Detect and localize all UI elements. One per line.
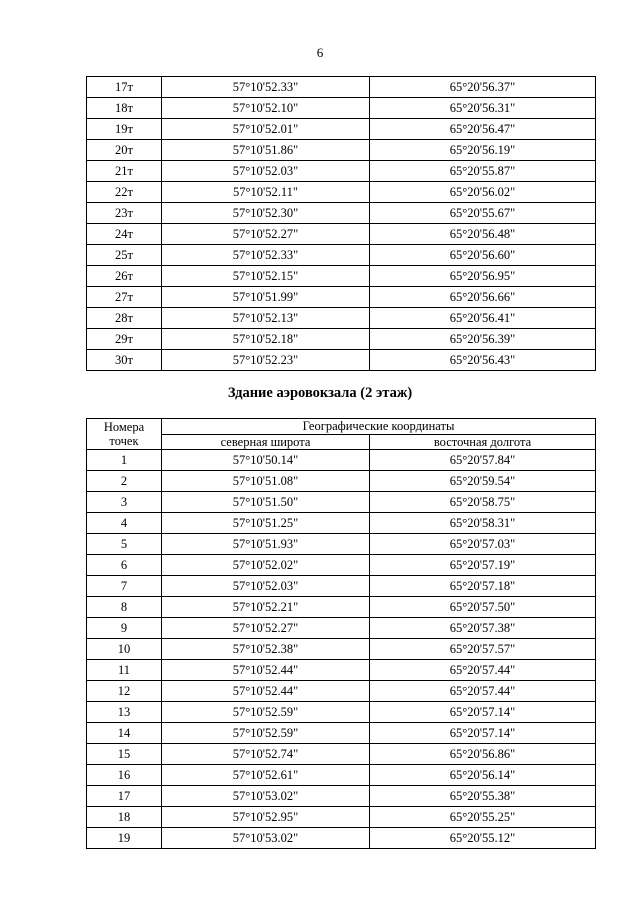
point-number-cell: 19	[87, 828, 162, 849]
table-row	[87, 786, 596, 807]
point-number-cell: 22т	[87, 182, 162, 203]
table-row	[87, 828, 596, 849]
table-row	[87, 308, 596, 329]
point-number-cell: 14	[87, 723, 162, 744]
latitude-cell: 57°10'52.44"	[162, 681, 370, 702]
point-number-cell: 28т	[87, 308, 162, 329]
latitude-cell: 57°10'52.59"	[162, 702, 370, 723]
latitude-cell: 57°10'52.11"	[162, 182, 370, 203]
latitude-cell: 57°10'51.99"	[162, 287, 370, 308]
table-row	[87, 329, 596, 350]
latitude-cell: 57°10'53.02"	[162, 828, 370, 849]
longitude-cell: 65°20'57.57"	[370, 639, 596, 660]
point-number-cell: 20т	[87, 140, 162, 161]
table-row	[87, 765, 596, 786]
latitude-cell: 57°10'52.27"	[162, 224, 370, 245]
latitude-cell: 57°10'51.93"	[162, 534, 370, 555]
longitude-cell: 65°20'56.48"	[370, 224, 596, 245]
point-number-cell: 4	[87, 513, 162, 534]
header-point-number-line1: Номера	[103, 420, 145, 434]
longitude-cell: 65°20'56.02"	[370, 182, 596, 203]
point-number-cell: 15	[87, 744, 162, 765]
longitude-cell: 65°20'56.47"	[370, 119, 596, 140]
latitude-cell: 57°10'52.59"	[162, 723, 370, 744]
table-row	[87, 744, 596, 765]
table-row	[87, 77, 596, 98]
table-row	[87, 287, 596, 308]
point-number-cell: 17т	[87, 77, 162, 98]
point-number-cell: 27т	[87, 287, 162, 308]
latitude-cell: 57°10'52.10"	[162, 98, 370, 119]
table-row	[87, 723, 596, 744]
longitude-cell: 65°20'55.25"	[370, 807, 596, 828]
table-row	[87, 266, 596, 287]
latitude-cell: 57°10'52.03"	[162, 161, 370, 182]
point-number-cell: 6	[87, 555, 162, 576]
point-number-cell: 17	[87, 786, 162, 807]
latitude-cell: 57°10'52.95"	[162, 807, 370, 828]
table-row	[87, 245, 596, 266]
header-point-number-line2: точек	[109, 434, 139, 448]
longitude-cell: 65°20'57.19"	[370, 555, 596, 576]
latitude-cell: 57°10'52.44"	[162, 660, 370, 681]
table-header	[87, 419, 596, 450]
longitude-cell: 65°20'56.41"	[370, 308, 596, 329]
latitude-cell: 57°10'52.23"	[162, 350, 370, 371]
point-number-cell: 8	[87, 597, 162, 618]
longitude-cell: 65°20'55.87"	[370, 161, 596, 182]
longitude-cell: 65°20'58.31"	[370, 513, 596, 534]
table-row	[87, 597, 596, 618]
header-longitude: восточная долгота	[370, 434, 596, 450]
table-row	[87, 203, 596, 224]
terminal-coordinates-table	[86, 418, 596, 849]
latitude-cell: 57°10'51.08"	[162, 471, 370, 492]
longitude-cell: 65°20'57.03"	[370, 534, 596, 555]
point-number-cell: 12	[87, 681, 162, 702]
page-number: 6	[316, 45, 324, 60]
latitude-cell: 57°10'52.02"	[162, 555, 370, 576]
point-number-cell: 9	[87, 618, 162, 639]
table-row	[87, 681, 596, 702]
longitude-cell: 65°20'56.39"	[370, 329, 596, 350]
longitude-cell: 65°20'57.14"	[370, 723, 596, 744]
table-row	[87, 660, 596, 681]
table-row	[87, 618, 596, 639]
point-number-cell: 2	[87, 471, 162, 492]
table-row	[87, 576, 596, 597]
longitude-cell: 65°20'56.19"	[370, 140, 596, 161]
table-body	[87, 77, 596, 371]
longitude-cell: 65°20'57.44"	[370, 681, 596, 702]
header-latitude: северная широта	[162, 434, 370, 450]
longitude-cell: 65°20'55.67"	[370, 203, 596, 224]
point-number-cell: 7	[87, 576, 162, 597]
longitude-cell: 65°20'59.54"	[370, 471, 596, 492]
longitude-cell: 65°20'56.66"	[370, 287, 596, 308]
point-number-cell: 23т	[87, 203, 162, 224]
point-number-cell: 24т	[87, 224, 162, 245]
table-row	[87, 513, 596, 534]
header-geo-coordinates: Географические координаты	[162, 419, 596, 435]
point-number-cell: 1	[87, 450, 162, 471]
point-number-cell: 11	[87, 660, 162, 681]
latitude-cell: 57°10'51.25"	[162, 513, 370, 534]
longitude-cell: 65°20'56.43"	[370, 350, 596, 371]
table-row	[87, 807, 596, 828]
latitude-cell: 57°10'52.03"	[162, 576, 370, 597]
point-number-cell: 16	[87, 765, 162, 786]
longitude-cell: 65°20'57.38"	[370, 618, 596, 639]
latitude-cell: 57°10'52.33"	[162, 77, 370, 98]
longitude-cell: 65°20'56.95"	[370, 266, 596, 287]
longitude-cell: 65°20'56.37"	[370, 77, 596, 98]
latitude-cell: 57°10'52.74"	[162, 744, 370, 765]
table-row	[87, 450, 596, 471]
longitude-cell: 65°20'55.12"	[370, 828, 596, 849]
table-row	[87, 534, 596, 555]
latitude-cell: 57°10'52.61"	[162, 765, 370, 786]
coordinates-table-continued	[86, 76, 596, 371]
longitude-cell: 65°20'56.14"	[370, 765, 596, 786]
table-row	[87, 224, 596, 245]
table-row	[87, 471, 596, 492]
table-row	[87, 350, 596, 371]
longitude-cell: 65°20'57.84"	[370, 450, 596, 471]
point-number-cell: 26т	[87, 266, 162, 287]
latitude-cell: 57°10'52.38"	[162, 639, 370, 660]
point-number-cell: 25т	[87, 245, 162, 266]
latitude-cell: 57°10'51.50"	[162, 492, 370, 513]
latitude-cell: 57°10'52.18"	[162, 329, 370, 350]
latitude-cell: 57°10'52.01"	[162, 119, 370, 140]
longitude-cell: 65°20'57.44"	[370, 660, 596, 681]
table-row	[87, 98, 596, 119]
latitude-cell: 57°10'53.02"	[162, 786, 370, 807]
table-row	[87, 702, 596, 723]
table-row	[87, 555, 596, 576]
table-row	[87, 492, 596, 513]
point-number-cell: 18т	[87, 98, 162, 119]
longitude-cell: 65°20'56.86"	[370, 744, 596, 765]
table-row	[87, 119, 596, 140]
point-number-cell: 19т	[87, 119, 162, 140]
table-row	[87, 182, 596, 203]
section-heading: Здание аэровокзала (2 этаж)	[227, 385, 413, 401]
latitude-cell: 57°10'52.15"	[162, 266, 370, 287]
longitude-cell: 65°20'55.38"	[370, 786, 596, 807]
table-body	[87, 450, 596, 849]
point-number-cell: 10	[87, 639, 162, 660]
table-row	[87, 639, 596, 660]
latitude-cell: 57°10'52.33"	[162, 245, 370, 266]
longitude-cell: 65°20'56.60"	[370, 245, 596, 266]
longitude-cell: 65°20'56.31"	[370, 98, 596, 119]
longitude-cell: 65°20'58.75"	[370, 492, 596, 513]
longitude-cell: 65°20'57.18"	[370, 576, 596, 597]
point-number-cell: 5	[87, 534, 162, 555]
latitude-cell: 57°10'52.30"	[162, 203, 370, 224]
table-row	[87, 140, 596, 161]
point-number-cell: 21т	[87, 161, 162, 182]
latitude-cell: 57°10'52.21"	[162, 597, 370, 618]
table-row	[87, 161, 596, 182]
header-point-number	[87, 419, 162, 450]
latitude-cell: 57°10'50.14"	[162, 450, 370, 471]
point-number-cell: 3	[87, 492, 162, 513]
point-number-cell: 29т	[87, 329, 162, 350]
latitude-cell: 57°10'52.13"	[162, 308, 370, 329]
point-number-cell: 13	[87, 702, 162, 723]
longitude-cell: 65°20'57.50"	[370, 597, 596, 618]
latitude-cell: 57°10'51.86"	[162, 140, 370, 161]
point-number-cell: 18	[87, 807, 162, 828]
point-number-cell: 30т	[87, 350, 162, 371]
longitude-cell: 65°20'57.14"	[370, 702, 596, 723]
latitude-cell: 57°10'52.27"	[162, 618, 370, 639]
